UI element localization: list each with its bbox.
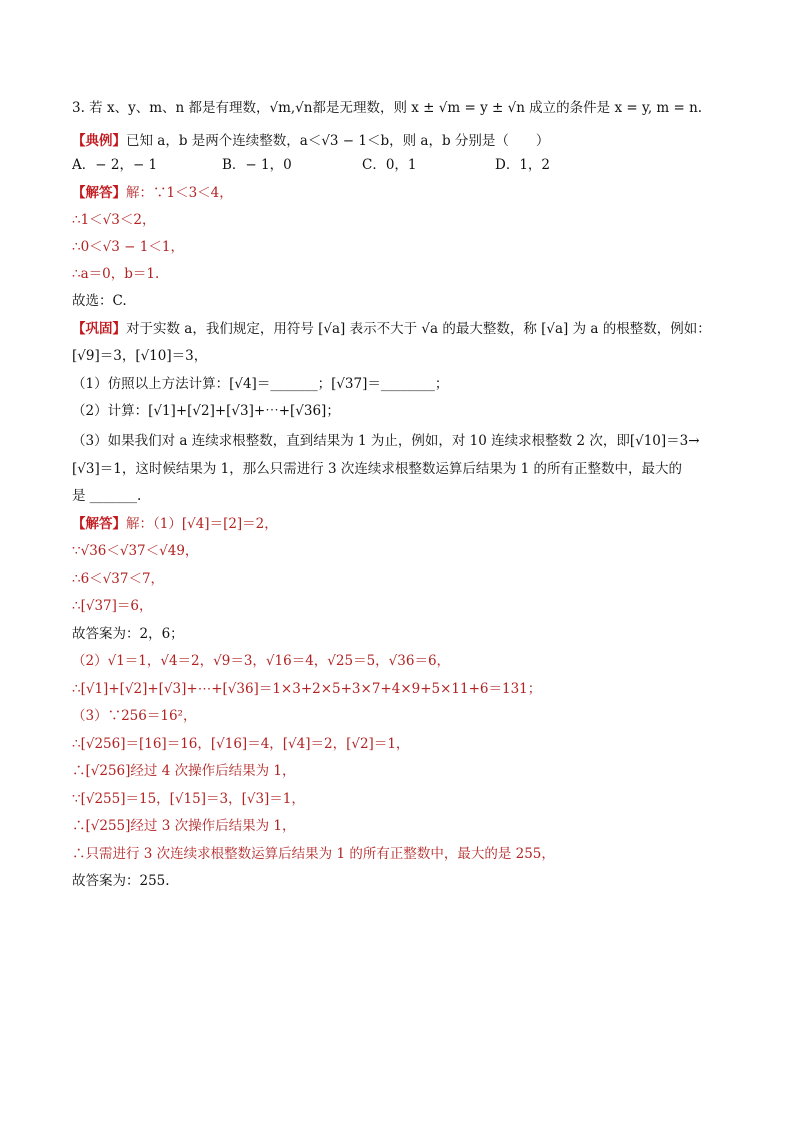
note-line-3: 3. 若 x、y、m、n 都是有理数，√m,√n都是无理数，则 x ± √m = y ± √n 成立的条件是 x = y, m = n. [72, 100, 703, 116]
answer-line: ∴[√255]经过 3 次操作后结果为 1， [72, 818, 296, 834]
answer-line: 【解答】解：（1）[√4]＝[2]＝2， [72, 516, 278, 532]
answer-line: （3）∵256＝16²， [72, 708, 197, 724]
solution-line: 故选：C. [72, 293, 127, 309]
practice-question: 【巩固】对于实数 a，我们规定，用符号 [√a] 表示不大于 √a 的最大整数，称 [√a] 为 a 的根整数，例如： [72, 321, 711, 337]
option-d: D．1，2 [495, 157, 551, 173]
answer-line: ∴[√256]经过 4 次操作后结果为 1， [72, 763, 296, 779]
answer-line: 故答案为：255. [72, 873, 170, 889]
answer-line: ∴[√37]＝6， [72, 598, 153, 614]
answer-line: ∴[√256]＝[16]＝16，[√16]＝4，[√4]＝2，[√2]＝1， [72, 736, 410, 752]
option-b: B．− 1，0 [222, 157, 292, 173]
practice-line: （1）仿照以上方法计算：[√4]＝_______；[√37]＝________； [72, 376, 449, 392]
answer-line: （2）√1＝1，√4＝2，√9＝3，√16＝4，√25＝5，√36＝6， [72, 653, 451, 669]
solution-line: ∴0＜√3 − 1＜1， [72, 239, 184, 255]
practice-line: （2）计算：[√1]+[√2]+[√3]+⋯+[√36]； [72, 403, 340, 419]
example-question: 【典例】已知 a，b 是两个连续整数，a＜√3 − 1＜b，则 a，b 分别是（ ） [72, 133, 550, 149]
option-c: C．0，1 [362, 157, 417, 173]
practice-line: [√9]＝3，[√10]＝3， [72, 348, 208, 364]
solution-line: 【解答】解：∵1＜3＜4， [72, 185, 233, 201]
solution-line: ∴a＝0，b＝1. [72, 266, 160, 282]
practice-line: [√3]＝1，这时候结果为 1，那么只需进行 3 次连续求根整数运算后结果为 1 的所有正整数中，最大的 [72, 461, 683, 477]
example-options [72, 152, 732, 178]
answer-line: 故答案为：2，6； [72, 626, 184, 642]
answer-line: ∴只需进行 3 次连续求根整数运算后结果为 1 的所有正整数中，最大的是 255， [72, 846, 555, 862]
answer-line: ∴[√1]+[√2]+[√3]+⋯+[√36]＝1×3+2×5+3×7+4×9+5×11+6＝131； [72, 681, 542, 697]
answer-line: ∴6＜√37＜7， [72, 571, 165, 587]
practice-line: （3）如果我们对 a 连续求根整数，直到结果为 1 为止，例如，对 10 连续求根整数 2 次，即[√10]＝3→ [72, 433, 700, 449]
solution-line: ∴1＜√3＜2， [72, 212, 156, 228]
practice-line: 是 _______. [72, 488, 142, 504]
option-a: A．− 2，− 1 [72, 157, 158, 173]
answer-line: ∵√36＜√37＜√49， [72, 543, 199, 559]
answer-line: ∵[√255]＝15，[√15]＝3，[√3]＝1， [72, 791, 305, 807]
